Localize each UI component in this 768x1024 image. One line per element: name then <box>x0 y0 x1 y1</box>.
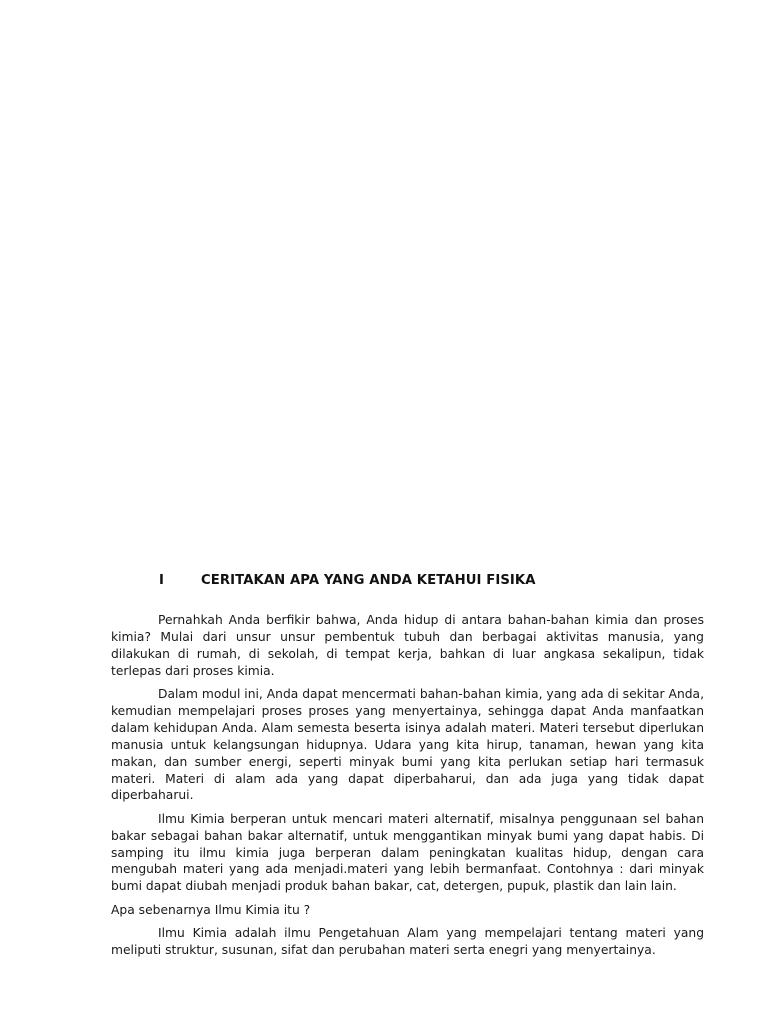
section-title: CERITAKAN APA YANG ANDA KETAHUI FISIKA <box>201 573 536 588</box>
section-heading <box>159 573 719 588</box>
body-text <box>111 612 704 965</box>
paragraph-question: Apa sebenarnya Ilmu Kimia itu ? <box>111 902 311 917</box>
paragraph-role: Ilmu Kimia berperan untuk mencari materi alternatif, misalnya penggunaan sel bahan bakar sebagai bahan bakar alternatif, untuk menggantikan minyak bumi yang dapat habis. Di samping itu ilmu kimia juga berperan dalam peningkatan kualitas hidup, dengan cara mengubah materi yang ada menjadi.materi yang lebih bermanfaat. Contohnya : dari minyak bumi dapat diubah menjadi produk bahan bakar, cat, detergen, pupuk, plastik dan lain lain. <box>111 811 704 894</box>
paragraph-definition: Ilmu Kimia adalah ilmu Pengetahuan Alam yang mempelajari tentang materi yang meliputi struktur, susunan, sifat dan perubahan materi serta enegri yang menyertainya. <box>111 925 704 957</box>
paragraph-intro: Pernahkah Anda berfikir bahwa, Anda hidup di antara bahan-bahan kimia dan proses kimia? Mulai dari unsur unsur pembentuk tubuh dan berbagai aktivitas manusia, yang dilakukan di rumah, di sekolah, di tempat kerja, bahkan di luar angkasa sekalipun, tidak terlepas dari proses kimia. <box>111 613 704 678</box>
paragraph-module: Dalam modul ini, Anda dapat mencermati bahan-bahan kimia, yang ada di sekitar Anda, kemudian mempelajari proses proses yang menyertainya, sehingga dapat Anda manfaatkan dalam kehidupan Anda. Alam semesta beserta isinya adalah materi. Materi tersebut diperlukan manusia untuk kelangsungan hidupnya. Udara yang kita hirup, tanaman, hewan yang kita makan, dan sumber energi, seperti minyak bumi yang kita perlukan setiap hari termasuk materi. Materi di alam ada yang dapat diperbaharui, dan ada juga yang tidak dapat diperbaharui. <box>111 687 704 803</box>
section-number: I <box>159 573 165 588</box>
